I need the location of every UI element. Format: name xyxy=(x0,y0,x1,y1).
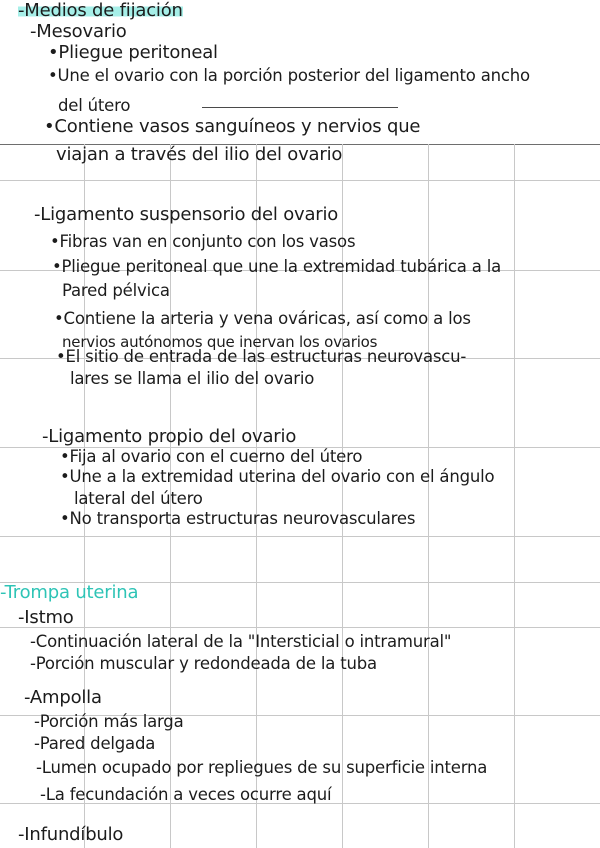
subheading-ligamento-suspensorio: -Ligamento suspensorio del ovario xyxy=(34,204,339,225)
bullet: •Fija al ovario con el cuerno del útero xyxy=(60,447,363,466)
bullet: -Pared delgada xyxy=(34,734,156,753)
bullet-continuation: viajan a través del ilio del ovario xyxy=(56,144,343,165)
subheading-infundibulo: -Infundíbulo xyxy=(18,824,124,845)
bullet: -La fecundación a veces ocurre aquí xyxy=(40,785,332,804)
bullet: -Continuación lateral de la "Intersticial o intramural" xyxy=(30,632,452,651)
bullet-continuation: Pared pélvica xyxy=(62,281,170,300)
bullet-continuation: del útero xyxy=(58,96,131,115)
bullet-continuation: lares se llama el ilio del ovario xyxy=(70,369,315,388)
bullet: -Porción más larga xyxy=(34,712,184,731)
heading-medios-de-fijacion: -Medios de fijación xyxy=(18,0,183,21)
bullet: •Fibras van en conjunto con los vasos xyxy=(50,232,356,251)
bullet: •Une a la extremidad uterina del ovario con el ángulo xyxy=(60,467,495,486)
subheading-ligamento-propio: -Ligamento propio del ovario xyxy=(42,426,297,447)
bullet: •Contiene la arteria y vena ováricas, así como a los xyxy=(54,309,471,328)
heading-trompa-uterina: -Trompa uterina xyxy=(0,582,139,603)
bullet: -Porción muscular y redondeada de la tuba xyxy=(30,654,377,673)
bullet: •Une el ovario con la porción posterior del ligamento ancho xyxy=(48,66,530,85)
subheading-istmo: -Istmo xyxy=(18,607,74,628)
bullet: -Lumen ocupado por repliegues de su superficie interna xyxy=(36,758,488,777)
bullet: •No transporta estructuras neurovasculares xyxy=(60,509,416,528)
subheading-ampolla: -Ampolla xyxy=(24,687,102,708)
bullet: •Pliegue peritoneal que une la extremidad tubárica a la xyxy=(52,257,502,276)
subheading-mesovario: -Mesovario xyxy=(30,21,127,42)
bullet: •El sitio de entrada de las estructuras neurovascu- xyxy=(56,347,467,366)
bullet-continuation: lateral del útero xyxy=(74,489,203,508)
bullet-continuation: nervios autónomos que inervan los ovarios xyxy=(62,333,378,351)
bullet: •Contiene vasos sanguíneos y nervios que xyxy=(44,116,421,137)
bullet: •Pliegue peritoneal xyxy=(48,42,218,63)
